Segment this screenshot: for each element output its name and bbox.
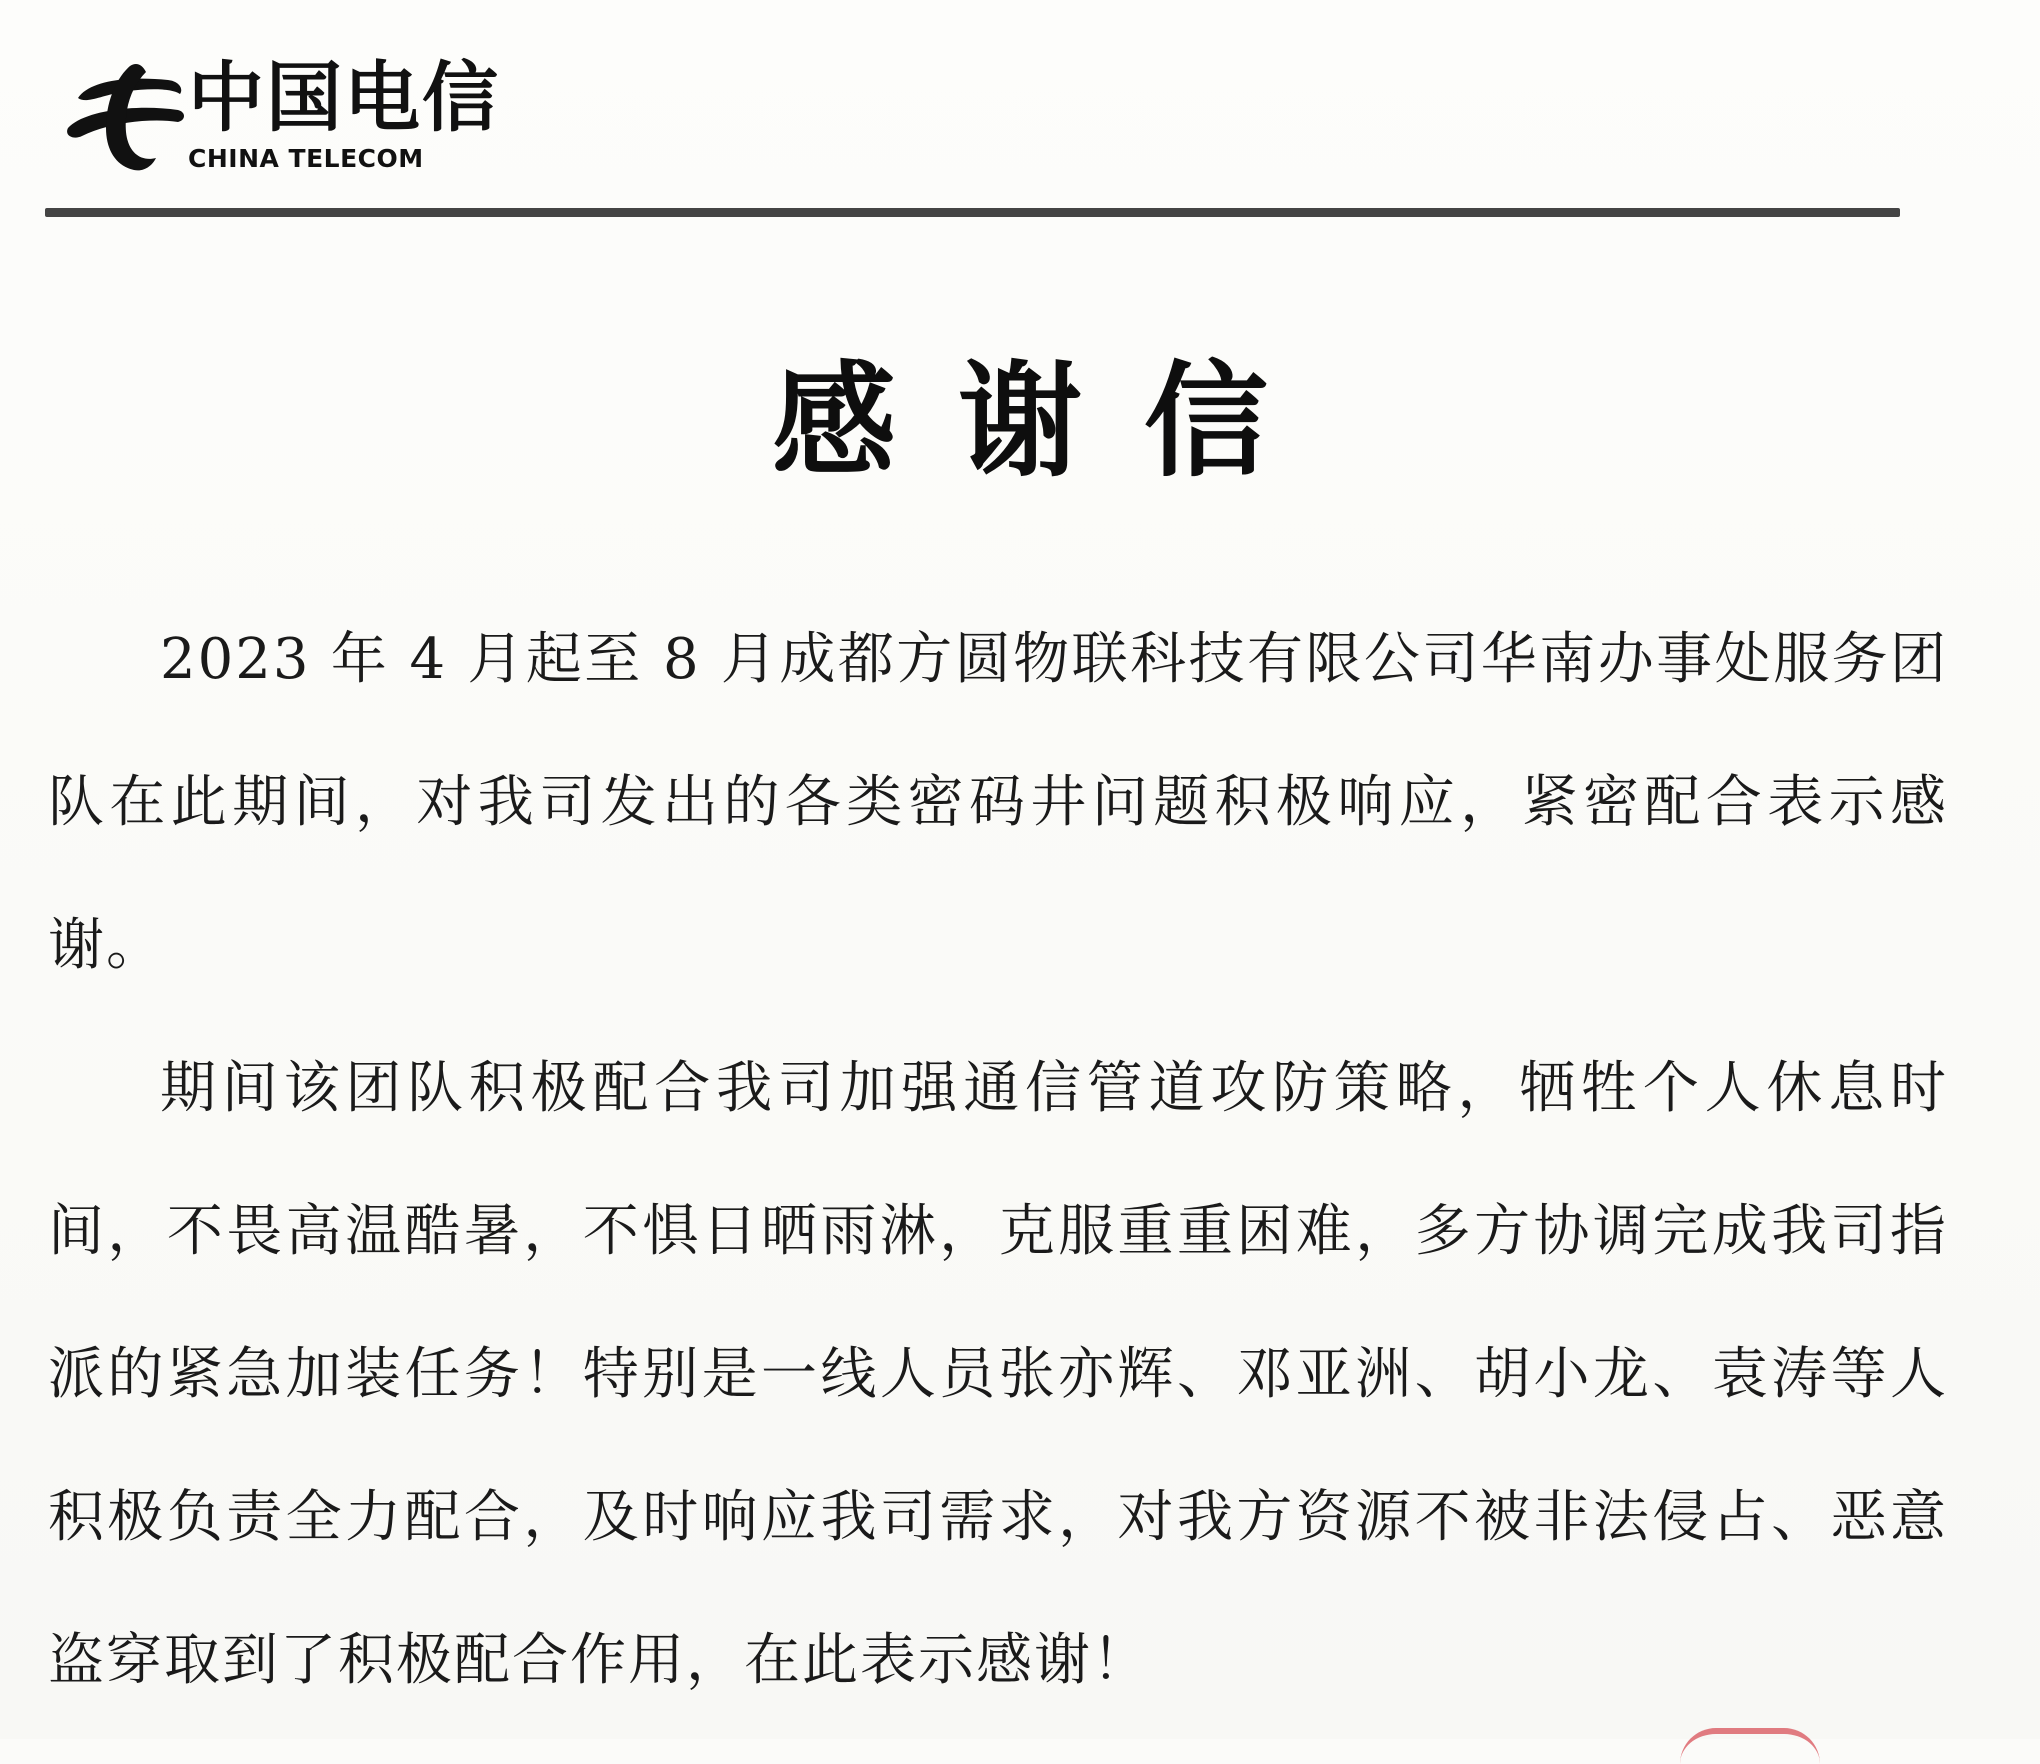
logo-english-text: CHINA TELECOM [188, 144, 424, 173]
header-divider [45, 208, 1900, 217]
letter-body [48, 588, 1948, 1732]
china-telecom-logo [60, 53, 500, 178]
letter-title: 感谢信 [771, 350, 1330, 494]
logo-chinese-text: 中国电信 [188, 53, 500, 142]
china-telecom-logo-icon [60, 58, 190, 176]
paragraph-2: 期间该团队积极配合我司加强通信管道攻防策略，牺牲个人休息时间，不畏高温酷暑，不惧日晒雨淋，克服重重困难，多方协调完成我司指派的紧急加装任务！特别是一线人员张亦辉、邓亚洲、胡小龙、袁涛等人积极负责全力配合，及时响应我司需求，对我方资源不被非法侵占、恶意盗穿取到了积极配合作用，在此表示感谢！ [48, 1056, 1948, 1693]
paragraph-1: 2023 年 4 月起至 8 月成都方圆物联科技有限公司华南办事处服务团队在此期间，对我司发出的各类密码井问题积极响应，紧密配合表示感谢。 [48, 627, 1948, 978]
red-seal-stamp-edge [1680, 1728, 1820, 1764]
